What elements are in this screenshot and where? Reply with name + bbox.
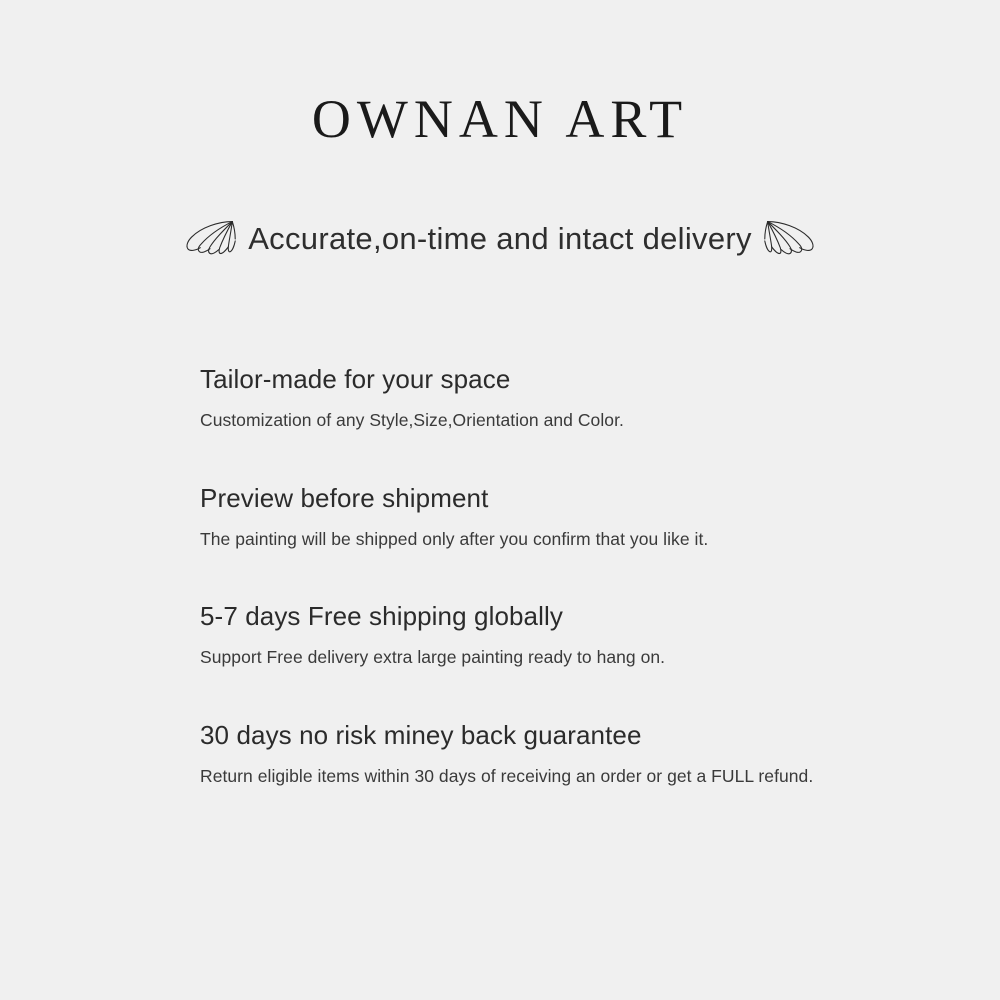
- feature-description: Support Free delivery extra large painting ready to hang on.: [200, 647, 666, 668]
- feature-title: Preview before shipment: [200, 482, 489, 513]
- feature-title: 5-7 days Free shipping globally: [200, 601, 563, 632]
- feature-list: [200, 362, 940, 788]
- feature-description: Return eligible items within 30 days of receiving an order or get a FULL refund.: [200, 765, 814, 786]
- list-item: [200, 481, 940, 552]
- wing-icon: [758, 208, 820, 270]
- tagline-row: [0, 208, 1000, 270]
- wing-icon: [180, 208, 242, 270]
- list-item: [200, 718, 940, 789]
- feature-title: 30 days no risk miney back guarantee: [200, 719, 642, 750]
- feature-description: Customization of any Style,Size,Orientation and Color.: [200, 410, 624, 431]
- feature-description: The painting will be shipped only after you confirm that you like it.: [200, 528, 709, 549]
- tagline-text: Accurate,on-time and intact delivery: [248, 221, 752, 256]
- list-item: [200, 362, 940, 433]
- feature-title: Tailor-made for your space: [200, 364, 511, 394]
- list-item: [200, 599, 940, 670]
- brand-title: OWNAN ART: [311, 89, 689, 149]
